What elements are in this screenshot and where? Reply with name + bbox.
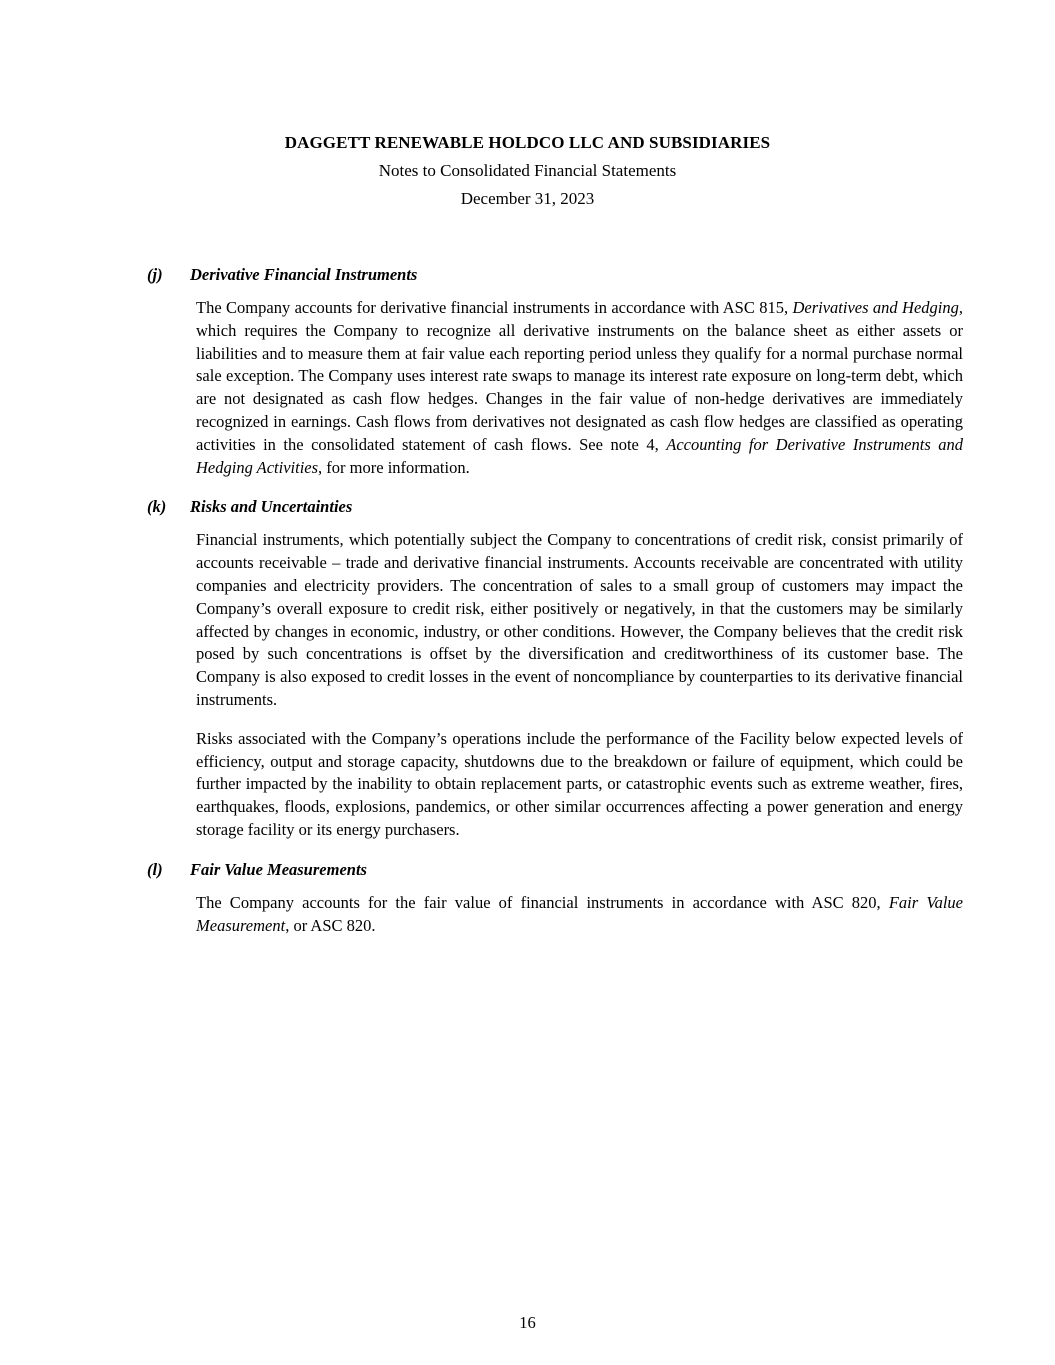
text-run: , for more information. xyxy=(318,457,470,477)
text-run: The Company accounts for derivative financial instruments in accordance with ASC 815, xyxy=(196,298,793,317)
paragraph xyxy=(196,728,963,842)
document-date: December 31, 2023 xyxy=(460,189,595,208)
section-label: (k) xyxy=(147,497,167,517)
italic-text-run: Accounting for Derivative Instruments and Hedging Activities xyxy=(196,434,964,477)
section-label: (l) xyxy=(147,859,163,879)
text-run: , or ASC 820. xyxy=(285,915,376,935)
text-run: , which requires the Company to recognize all derivative instruments on the balance sheet as either assets or liabilities and to measure them at fair value each reporting period unless they qualify for a normal purchase normal sale exception. The Company uses interest rate swaps to manage its interest rate exposure on long-term debt, which are not designated as cash flow hedges. Changes in the fair value of non-hedge derivatives are immediately recognized in earnings. Cash flows from derivatives not designated as cash flow hedges are classified as operating activities in the consolidated statement of cash flows. See note 4, xyxy=(196,298,963,454)
section-heading xyxy=(147,858,963,881)
paragraph xyxy=(196,892,963,938)
section-heading xyxy=(147,263,963,286)
document-header xyxy=(0,0,1055,210)
section-title: Risks and Uncertainties xyxy=(190,497,353,517)
italic-text-run: Fair Value Measurement xyxy=(196,892,963,935)
text-run: The Company accounts for the fair value of financial instruments in accordance with ASC 820, xyxy=(196,892,889,912)
section-body xyxy=(196,892,963,938)
section-title: Fair Value Measurements xyxy=(190,859,367,879)
paragraph xyxy=(196,297,963,479)
page-number: 16 xyxy=(519,1313,536,1332)
section-title: Derivative Financial Instruments xyxy=(190,265,418,284)
section-risks-and-uncertainties xyxy=(147,495,963,841)
section-label: (j) xyxy=(147,265,163,284)
document-title: DAGGETT RENEWABLE HOLDCO LLC AND SUBSIDIARIES xyxy=(284,133,771,152)
italic-text-run: Derivatives and Hedging xyxy=(792,298,959,317)
section-derivative-financial-instruments xyxy=(147,263,963,479)
text-run: Financial instruments, which potentially subject the Company to concentrations of credit risk, consist primarily of accounts receivable – trade and derivative financial instruments. Accounts receivable are concentrated with utility companies and electricity providers. The concentration of sales to a small group of customers may impact the Company’s overall exposure to credit risk, either positively or negatively, in that the customers may be similarly affected by changes in economic, industry, or other conditions. However, the Company believes that the credit risk posed by such concentrations is offset by the diversification and creditworthiness of its customer base. The Company is also exposed to credit losses in the event of noncompliance by counterparties to its derivative financial instruments. xyxy=(196,530,963,709)
paragraph xyxy=(196,529,963,711)
section-body xyxy=(196,529,963,841)
document-subtitle: Notes to Consolidated Financial Statements xyxy=(378,161,677,180)
section-fair-value-measurements xyxy=(147,858,963,938)
section-body xyxy=(196,297,963,479)
document-body xyxy=(0,210,1055,937)
section-heading xyxy=(147,495,963,518)
text-run: Risks associated with the Company’s operations include the performance of the Facility below expected levels of efficiency, output and storage capacity, shutdowns due to the breakdown or failure of equipment, which could be further impacted by the inability to obtain replacement parts, or catastrophic events such as extreme weather, fires, earthquakes, floods, explosions, pandemics, or other similar occurrences affecting a power generation and energy storage facility or its energy purchasers. xyxy=(196,728,963,839)
